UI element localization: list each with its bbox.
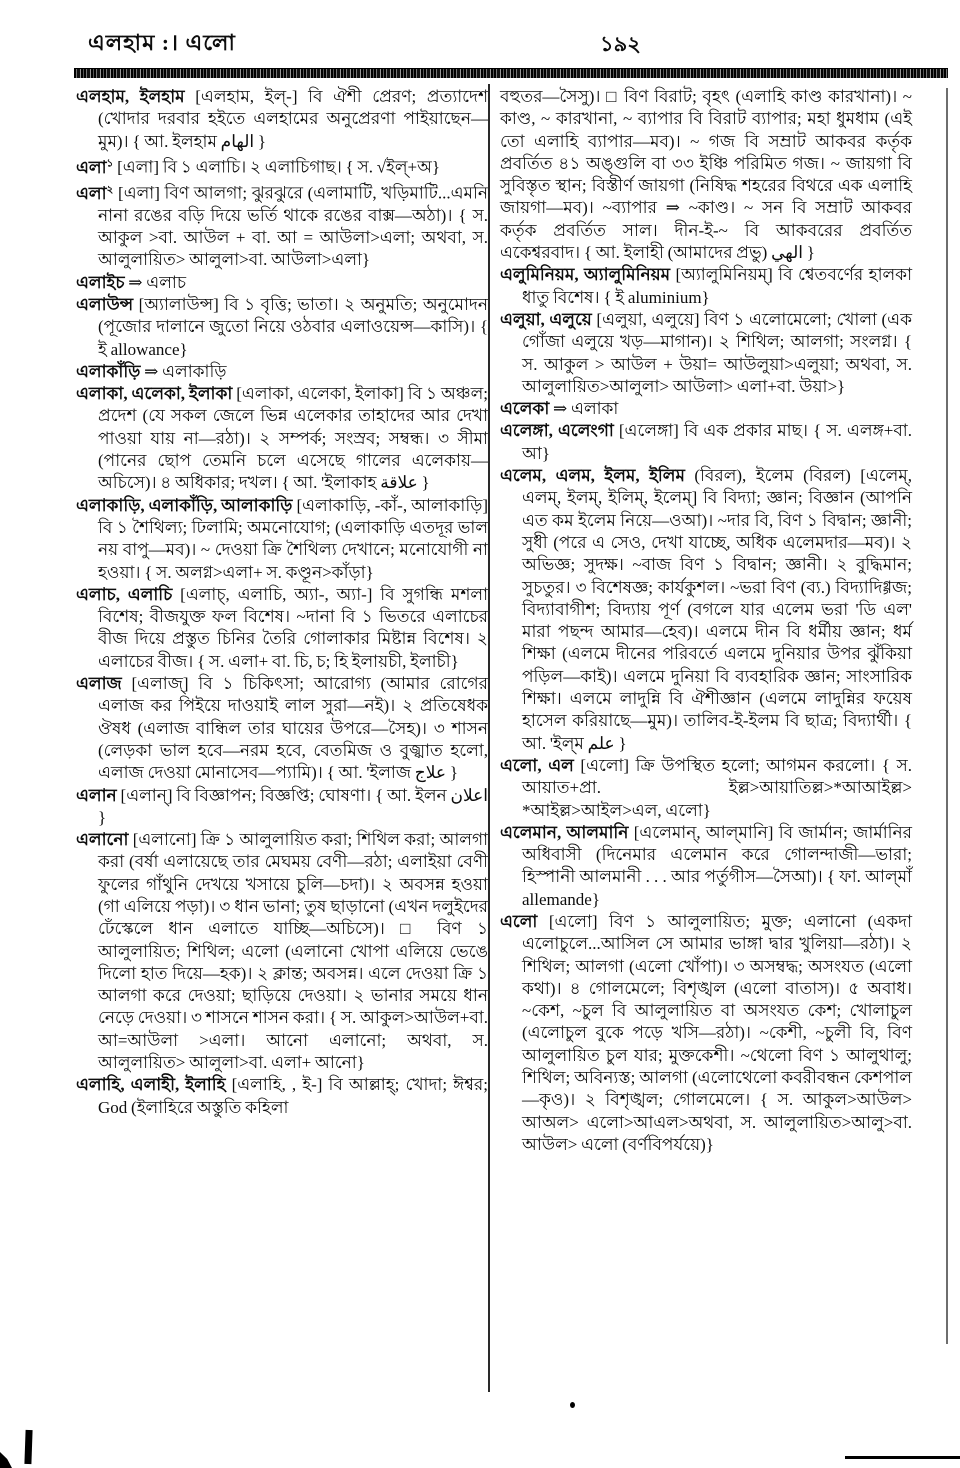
entry-body: ⇒ এলাকাড়ি [144,361,227,381]
headword: এলহাম, ইলহাম [76,87,185,106]
headword: এলো [500,911,538,931]
scan-artifact-right-edge [946,88,948,1344]
entry-body: [এলেঙ্গা] বি এক প্রকার মাছ। { স. এলঙ্গ+বা. আ} [522,421,912,463]
entry-body: [এলা] বি ১ এলাচি। ২ এলাচিগাছ। { স. √ইল্‌+অ} [117,157,441,177]
entry-body: [এলো] ক্রি উপস্থিত হলো; আগমন করলো। { স. আয়াত+প্রা. ইল্ল>আয়াতিল্ল>*আআইল্ল> *আইল্ল>আইল>এল, এলো} [522,755,912,820]
entry-body: [এলো] বিণ ১ আলুলায়িত; মুক্ত; এলানো (একদা এলোচুলে...আসিল সে আমার ভাঙ্গা দ্বার খুলিয়া—রঠা)। ২ শিথিল; আলগা (এলো খোঁপা)। ৩ অসম্বদ্ধ; অসংযত (এলো কথা)। ৪ গোলমেলে; বিশৃঙ্খল (এলো বাতাস)। ৫ অবাধ। ~কেশ, ~চুল বি আলুলায়িত বা অসংযত কেশ; খোলাচুল (এলোচুল বুকে পড়ে খসি—রঠা)। ~কেশী, ~চুলী বি, বিণ আলুলায়িত চুল যার; মুক্তকেশী। ~থেলো বিণ ১ আলুথালু; শিথিল; অবিন্যস্ত; আলগা (এলোথেলো কবরীবন্ধন কেশপাল—কৃও)। ২ বিশৃঙ্খল; গোলমেলে। { স. আকুল>আউল> আঅল> এলো>আএল>অথবা, স. আলুলায়িত>আলু>বা. আউল> এলো (বর্ণবিপর্যয়ে)} [522,911,912,1154]
entry-body: [এলা] বিণ আলগা; ঝুরঝুরে (এলামাটি, খড়িমাটি...এমনি নানা রঙের বড়ি দিয়ে ভর্তি থাকে রঙের বাক্স—অঠা)। { স. আকুল >বা. আউল + বা. আ = আউলা>এলা; অথবা, স. আলুলায়িত> আলুলা>বা. আউলা>এলা} [98,183,489,270]
scan-artifact-dot [570,1402,575,1408]
headword: এলেঙ্গা, এলেংগা [500,421,614,441]
cross-reference-entry [76,361,488,383]
dictionary-entry [500,309,912,398]
headword: এলানো [76,830,129,850]
page-header [0,26,960,62]
dictionary-entry [76,383,488,494]
headword: এলাজ [76,674,122,694]
guide-words: এলহাম :। এলো [88,30,236,55]
headword: এলাইচ [76,272,125,292]
headword: এলা$^২$ [76,183,114,203]
entry-body: [এলেমান্‌, আল্‌মানি] বি জার্মান; জার্মানির অধিবাসী (দিনেমার এলেমান করে গোলন্দাজী—ভারা; হিস্পানী আলমানী . . . আর পর্তুগীস—সৈআ)। { ফা. আল্‌মাঁ allemande} [522,822,912,909]
dictionary-entry [76,495,488,584]
entry-body: বহুতর—সৈসু)। □ বিণ বিরাট; বৃহৎ (এলাহি কাণ্ড কারখানা)। ~ কাণ্ড, ~ কারখানা, ~ ব্যাপার বি বিরাট ব্যাপার; মহা ধুমধাম (এই তো এলাহি ব্যাপার—মব)। ~ গজ বি সম্রাট আকবর কর্তৃক প্রবর্তিত ৪১ অঙ্গুলি বা ৩৩ ইঞ্চি পরিমিত গজ। ~ জায়গা বি সুবিস্তৃত স্থান; বিস্তীর্ণ জায়গা (নিষিদ্ধ শহরের বিথরে এক এলাহি জায়গা—মব)। ~ব্যাপার ⇒ ~কাণ্ড। ~ সন বি সম্রাট আকবর কর্তৃক প্রবর্তিত সাল। দীন-ই-~ বি আকবরের প্রবর্তিত একেশ্বরবাদ। { আ. ইলাহী (আমাদের প্রভু) الهي } [500,87,912,263]
cross-reference-entry [76,272,488,294]
entry-body: ⇒ এলাচ [128,272,186,292]
left-column [76,86,488,1119]
right-column [500,86,912,1156]
entry-body: [এলান্‌] বি বিজ্ঞাপন; বিজ্ঞপ্তি; ঘোষণা। { আ. ইলন اعلان } [98,785,488,827]
entry-body: [অ্যালাউন্স] বি ১ বৃত্তি; ভাতা। ২ অনুমতি; অনুমোদন (পূজোর দালানে জুতো নিয়ে ওঠবার এলাওয়েন্স—কাসি)। { ই allowance} [98,294,488,359]
dictionary-entry [76,179,488,272]
scan-artifact-bottom-line [845,1456,960,1459]
dictionary-entry [500,822,912,911]
dictionary-entry [76,86,488,153]
dictionary-entry [500,264,912,309]
dictionary-entry [76,153,488,179]
page-number: ১৯২ [600,32,641,56]
headword: এলেমান, আলমানি [500,822,629,842]
entry-body: [এলুয়া, এলুয়ে] বিণ ১ এলোমেলো; খোলা (এক গোঁজা এলুয়ে খড়—মাগান)। ২ শিথিল; আলগা; সংলগ্ন। { স. আকুল > আউল + উয়া= আউলুয়া>এলুয়া; অথবা, স. আলুলায়িত>আলুলা> আউলা> এলা+বা. উয়া>} [522,309,912,396]
entry-body: [এলাহি, , ই-] বি আল্লাহ্‌; খোদা; ঈশ্বর; God (ইলাহিরে অস্তুতি কহিলা [98,1075,488,1117]
homonym-number: ১ [106,157,114,169]
entry-continuation [500,86,912,264]
entry-body: [অ্যালুমিনিয়ম্‌] বি শ্বেতবর্ণের হালকা ধাতু বিশেষ। { ই aluminium} [522,265,913,307]
entry-body: [এলানো] ক্রি ১ আলুলায়িত করা; শিথিল করা; আলগা করা (বর্ষা এলায়েছে তার মেঘময় বেণী—রঠা; এলাইয়া বেণী ফুলের গাঁথুনি দেখয়ে খসায়ে চুলি—চদা)। ২ অবসন্ন হওয়া (গা এলিয়ে পড়া)। ৩ ধান ভানা; তুষ ছাড়ানো (এখন দলুইদের ঢেঁস্কেলে ধান এলাতে যাচ্ছি—অচিসে)। □ বিণ ১ আলুলায়িত; শিথিল; এলো (এলানো খোপা এলিয়ে ভেঙে দিলো হাত দিয়ে—হক)। ২ ক্লান্ত; অবসন্ন। এলে দেওয়া ক্রি ১ আলগা করে দেওয়া; ছাড়িয়ে দেওয়া। ২ ভানার সময়ে ধান নেড়ে দেওয়া। ৩ শাসনে শাসন করা। { স. আকুল>আউল+বা. আ=আউলা >এলা। আনো এলানো; অথবা, স. আলুলায়িত> আলুলা>বা. এলা+ আনো} [98,830,489,1073]
headword: এলো, এল [500,755,574,775]
headword: এলাকাঁড়ি [76,361,141,381]
column-divider [488,84,490,1392]
entry-body: [এলহাম, ইল্‌-] বি ঐশী প্রেরণ; প্রত্যাদেশ (খোদার দরবার হইতে এলহামের অনুপ্রেরণা পাইয়াছেন—মুম)। { আ. ইলহাম الهام } [98,87,488,151]
cross-reference-entry [500,398,912,420]
header-rule [74,68,948,78]
dictionary-entry [500,911,912,1156]
homonym-number: ২ [106,183,114,195]
entry-body: (বিরল), ইলেম (বিরল) [এলেম্‌, এলম্‌, ইলম্‌, ইলিম্‌, ইলেম্‌] বি বিদ্যা; জ্ঞান; বিজ্ঞান (আপনি এত কম ইলেম নিয়ে—ওআ)। ~দার বি, বিণ ১ বিদ্বান; জ্ঞানী; সুধী (পরে এ সেও, দেখা যাচ্ছে, অধিক এলেমদার—মব)। ২ অভিজ্ঞ; সুদক্ষ। ~বাজ বিণ ১ বিদ্বান; জ্ঞানী। ২ বুদ্ধিমান; সুচতুর। ৩ বিশেষজ্ঞ; কার্যকুশল। ~ভরা বিণ (ব্য.) বিদ্যাদিগ্গজ; বিদ্যাবাগীশ; বিদ্যায় পূর্ণ (বগলে যার এলেম ভরা 'ডি এল' মারা পছন্দ আমার—হেব)। এলমে দীন বি ধর্মীয় জ্ঞান; ধর্ম শিক্ষা (এলমে দীনের পরিবর্তে এলমে দুনিয়ার উপর ঝুঁকিয়া পড়িল—কাই)। এলমে দুনিয়া বি ব্যবহারিক জ্ঞান; সাংসারিক শিক্ষা। এলমে লাদুন্নি বি ঐশীজ্ঞান (এলমে লাদুন্নির ফয়েষ হাসেল করিয়াছে—মুম)। তালিব-ই-ইলম বি ছাত্র; বিদ্যার্থী। { আ. 'ইল্‌ম علم } [522,466,912,753]
headword: এলেম, এলম, ইলম, ইলিম [500,466,685,486]
dictionary-entry [76,829,488,1074]
headword: এলাকাড়ি, এলাকাঁড়ি, আলাকাড়ি [76,495,293,515]
headword: এলান [76,785,117,805]
dictionary-entry [76,785,488,830]
entry-body: [এলাকা, এলেকা, ইলাকা] বি ১ অঞ্চল; প্রদেশ (যে সকল জেলে ভিন্ন এলেকার তাহাদের আর দেখা পাওয়া যায় না—রঠা)। ২ সম্পর্ক; সংস্রব; সম্বন্ধ। ৩ সীমা (পানের ছোপ তেমনি চলে এসেছে গালের এলেকায়—অচিসে)। ৪ অধিকার; দখল। { আ. 'ইলাকাহ علاقة } [98,384,488,493]
headword: এলাকা, এলেকা, ইলাকা [76,384,233,404]
scan-artifact-binding-mark [24,1430,32,1464]
dictionary-entry [76,1074,488,1119]
entry-body: ⇒ এলাকা [553,399,619,419]
headword: এলাউন্স [76,294,134,314]
dictionary-entry [500,465,912,755]
headword: এলুয়া, এলুয়ে [500,309,592,329]
headword: এলেকা [500,399,550,419]
dictionary-entry [500,420,912,465]
dictionary-entry [76,673,488,784]
headword: এলা$^১$ [76,157,114,177]
dictionary-entry [76,294,488,361]
headword: এলুমিনিয়ম, অ্যালুমিনিয়ম [500,265,671,285]
entry-body: [এলাজ্‌] বি ১ চিকিৎসা; আরোগ্য (আমার রোগের এলাজ কর পিইয়ে দাওয়াই লাল সুরা—নই)। ২ প্রতিষেধক ঔষধ (এলাজ বান্ধিল তার ঘায়ের উপরে—সৈহ)। ৩ শাসন (লেড়কা ভাল হবে—নরম হবে, বেতমিজ ও বুজ্ঝাত হলো, এলাজ দেওয়া মোনাসেব—প্যামি)। { আ. 'ইলাজ علاج } [98,674,488,783]
dictionary-entry [500,755,912,822]
entry-body: [এলাকাড়ি, -কাঁ-, আলাকাড়ি] বি ১ শৈথিল্য; ঢিলামি; অমনোযোগ; (এলাকাড়ি এতদূর ভাল নয় বাপু—মব)। ~ দেওয়া ক্রি শৈথিল্য দেখানে; মনোযোগী না হওয়া। { স. অলগ্ন>এলা+ স. কণ্ডূন>কাঁড়া} [98,495,488,582]
headword: এলাচ, এলাচি [76,584,173,604]
scan-artifact-corner [0,1448,12,1468]
headword: এলাহি, এলাহী, ইলাহি [76,1075,226,1095]
entry-body: [এলাচ্‌, এলাচি, অ্যা-, অ্যা-] বি সুগন্ধি মশলা বিশেষ; বীজযুক্ত ফল বিশেষ। ~দানা বি ১ ভিতরে এলাচের বীজ দিয়ে প্রস্তুত চিনির তৈরি গোলাকার মিষ্টান্ন বিশেষ। ২ এলাচের বীজ। { স. এলা+ বা. চি, চ; হি ইলায়চী, ইলাচী} [98,584,489,671]
dictionary-entry [76,584,488,673]
